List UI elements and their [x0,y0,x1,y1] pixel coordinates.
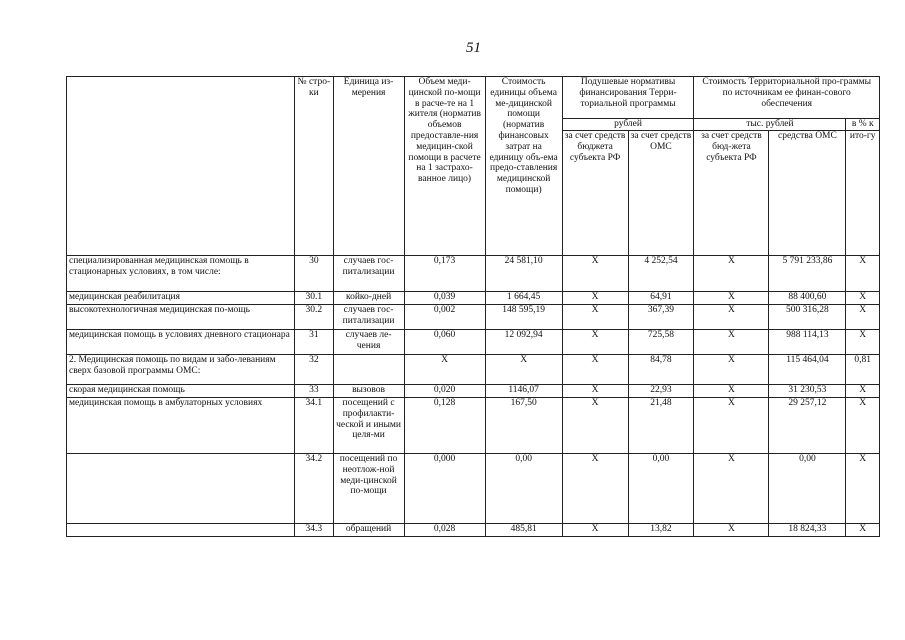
row-name: специализированная медицинская помощь в стационарных условиях, в том числе: [67,256,295,292]
row-name: медицинская помощь в условиях дневного стационара [67,330,295,355]
row-pc-budget: Х [562,524,628,537]
row-c-oms: 988 114,13 [769,330,846,355]
row-cost: 1146,07 [485,385,562,398]
row-cost: 485,81 [485,524,562,537]
row-c-budget: Х [694,385,769,398]
row-num: 33 [295,385,334,398]
row-c-oms: 88 400,60 [769,292,846,305]
row-pct: Х [846,385,880,398]
row-pct: Х [846,256,880,292]
row-cost: Х [485,355,562,385]
row-pc-oms: 367,39 [628,305,694,330]
page-number: 51 [466,40,481,56]
row-unit: обращений [333,524,404,537]
row-c-oms: 5 791 233,86 [769,256,846,292]
financing-table [66,76,880,537]
row-cost: 24 581,10 [485,256,562,292]
row-c-oms: 115 464,04 [769,355,846,385]
row-c-budget: Х [694,398,769,454]
table-row [67,454,880,524]
row-pc-oms: 22,93 [628,385,694,398]
row-pc-oms: 13,82 [628,524,694,537]
row-pc-budget: Х [562,454,628,524]
row-name: высокотехнологичная медицинская по-мощь [67,305,295,330]
row-num: 30.1 [295,292,334,305]
row-unit: случаев ле-чения [333,330,404,355]
row-pc-budget: Х [562,256,628,292]
row-volume: 0,039 [404,292,485,305]
row-name: медицинская помощь в амбулаторных условиях [67,398,295,454]
header-per-capita-unit: рублей [562,119,694,131]
row-c-oms: 29 257,12 [769,398,846,454]
table-row [67,398,880,454]
row-pct: Х [846,292,880,305]
row-num: 31 [295,330,334,355]
row-pct: Х [846,398,880,454]
row-c-oms: 31 230,53 [769,385,846,398]
header-unit: Единица из-мерения [333,77,404,256]
row-pct: Х [846,305,880,330]
header-cost-oms: средства ОМС [769,131,846,256]
row-pc-oms: 4 252,54 [628,256,694,292]
header-name-cell [67,77,295,256]
header-cost-unit: тыс. рублей [694,119,846,131]
row-pc-oms: 84,78 [628,355,694,385]
row-c-budget: Х [694,524,769,537]
row-c-budget: Х [694,292,769,305]
row-num: 32 [295,355,334,385]
row-volume: 0,173 [404,256,485,292]
row-c-budget: Х [694,256,769,292]
row-cost: 1 664,45 [485,292,562,305]
row-cost: 12 092,94 [485,330,562,355]
row-pc-oms: 64,91 [628,292,694,305]
row-pc-budget: Х [562,355,628,385]
table-row [67,292,880,305]
header-per-capita-group: Подушевые нормативы финансирования Терри-ториальной программы [562,77,694,119]
row-num: 30.2 [295,305,334,330]
row-pc-budget: Х [562,385,628,398]
header-budget: за счет средств бюджета субъекта РФ [562,131,628,256]
table-row [67,524,880,537]
row-c-oms: 0,00 [769,454,846,524]
row-c-budget: Х [694,355,769,385]
row-num: 34.3 [295,524,334,537]
row-pc-budget: Х [562,292,628,305]
row-c-budget: Х [694,454,769,524]
header-percent-label: в % к [846,119,880,131]
row-cost: 0,00 [485,454,562,524]
row-cost: 167,50 [485,398,562,454]
row-c-budget: Х [694,330,769,355]
row-name: медицинская реабилитация [67,292,295,305]
row-volume: 0,000 [404,454,485,524]
table-row [67,330,880,355]
row-pc-oms: 21,48 [628,398,694,454]
header-cost: Стоимость единицы объема ме-дицинской помощи (норматив финансовых затрат на единицу объ-ема предо-ставления медицинской помощи) [485,77,562,256]
row-pct: Х [846,454,880,524]
row-unit: посещений с профилакти-ческой и иными целя-ми [333,398,404,454]
table-row [67,256,880,292]
row-volume: 0,002 [404,305,485,330]
row-pc-budget: Х [562,330,628,355]
row-c-oms: 500 316,28 [769,305,846,330]
row-pct: Х [846,524,880,537]
row-unit: случаев гос-питализации [333,305,404,330]
row-name: скорая медицинская помощь [67,385,295,398]
row-pc-budget: Х [562,305,628,330]
row-name [67,524,295,537]
header-num: № стро-ки [295,77,334,256]
row-name: 2. Медицинская помощь по видам и забо-леваниям сверх базовой программы ОМС: [67,355,295,385]
header-percent-sub: ито-гу [846,131,880,256]
header-cost-budget: за счет средств бюд-жета субъекта РФ [694,131,769,256]
row-num: 34.2 [295,454,334,524]
row-pct: Х [846,330,880,355]
table-row [67,355,880,385]
row-pc-budget: Х [562,398,628,454]
row-pct: 0,81 [846,355,880,385]
row-volume: Х [404,355,485,385]
row-unit: посещений по неотлож-ной меди-цинской по-мощи [333,454,404,524]
row-unit: койко-дней [333,292,404,305]
row-unit: вызовов [333,385,404,398]
row-volume: 0,020 [404,385,485,398]
row-num: 34.1 [295,398,334,454]
row-name [67,454,295,524]
row-unit: случаев гос-питализации [333,256,404,292]
table-row [67,305,880,330]
row-volume: 0,128 [404,398,485,454]
header-cost-group: Стоимость Территориальной про-граммы по источникам ее финан-сового обеспечения [694,77,880,119]
row-num: 30 [295,256,334,292]
row-volume: 0,060 [404,330,485,355]
row-volume: 0,028 [404,524,485,537]
row-pc-oms: 0,00 [628,454,694,524]
header-volume: Объем меди-цинской по-мощи в расче-те на 1 жителя (норматив объемов предоставле-ния медицин-ской помощи в расчете на 1 застрахо-ванное лицо) [404,77,485,256]
header-oms: за счет средств ОМС [628,131,694,256]
row-c-budget: Х [694,305,769,330]
row-c-oms: 18 824,33 [769,524,846,537]
row-cost: 148 595,19 [485,305,562,330]
row-unit [333,355,404,385]
row-pc-oms: 725,58 [628,330,694,355]
table-row [67,385,880,398]
